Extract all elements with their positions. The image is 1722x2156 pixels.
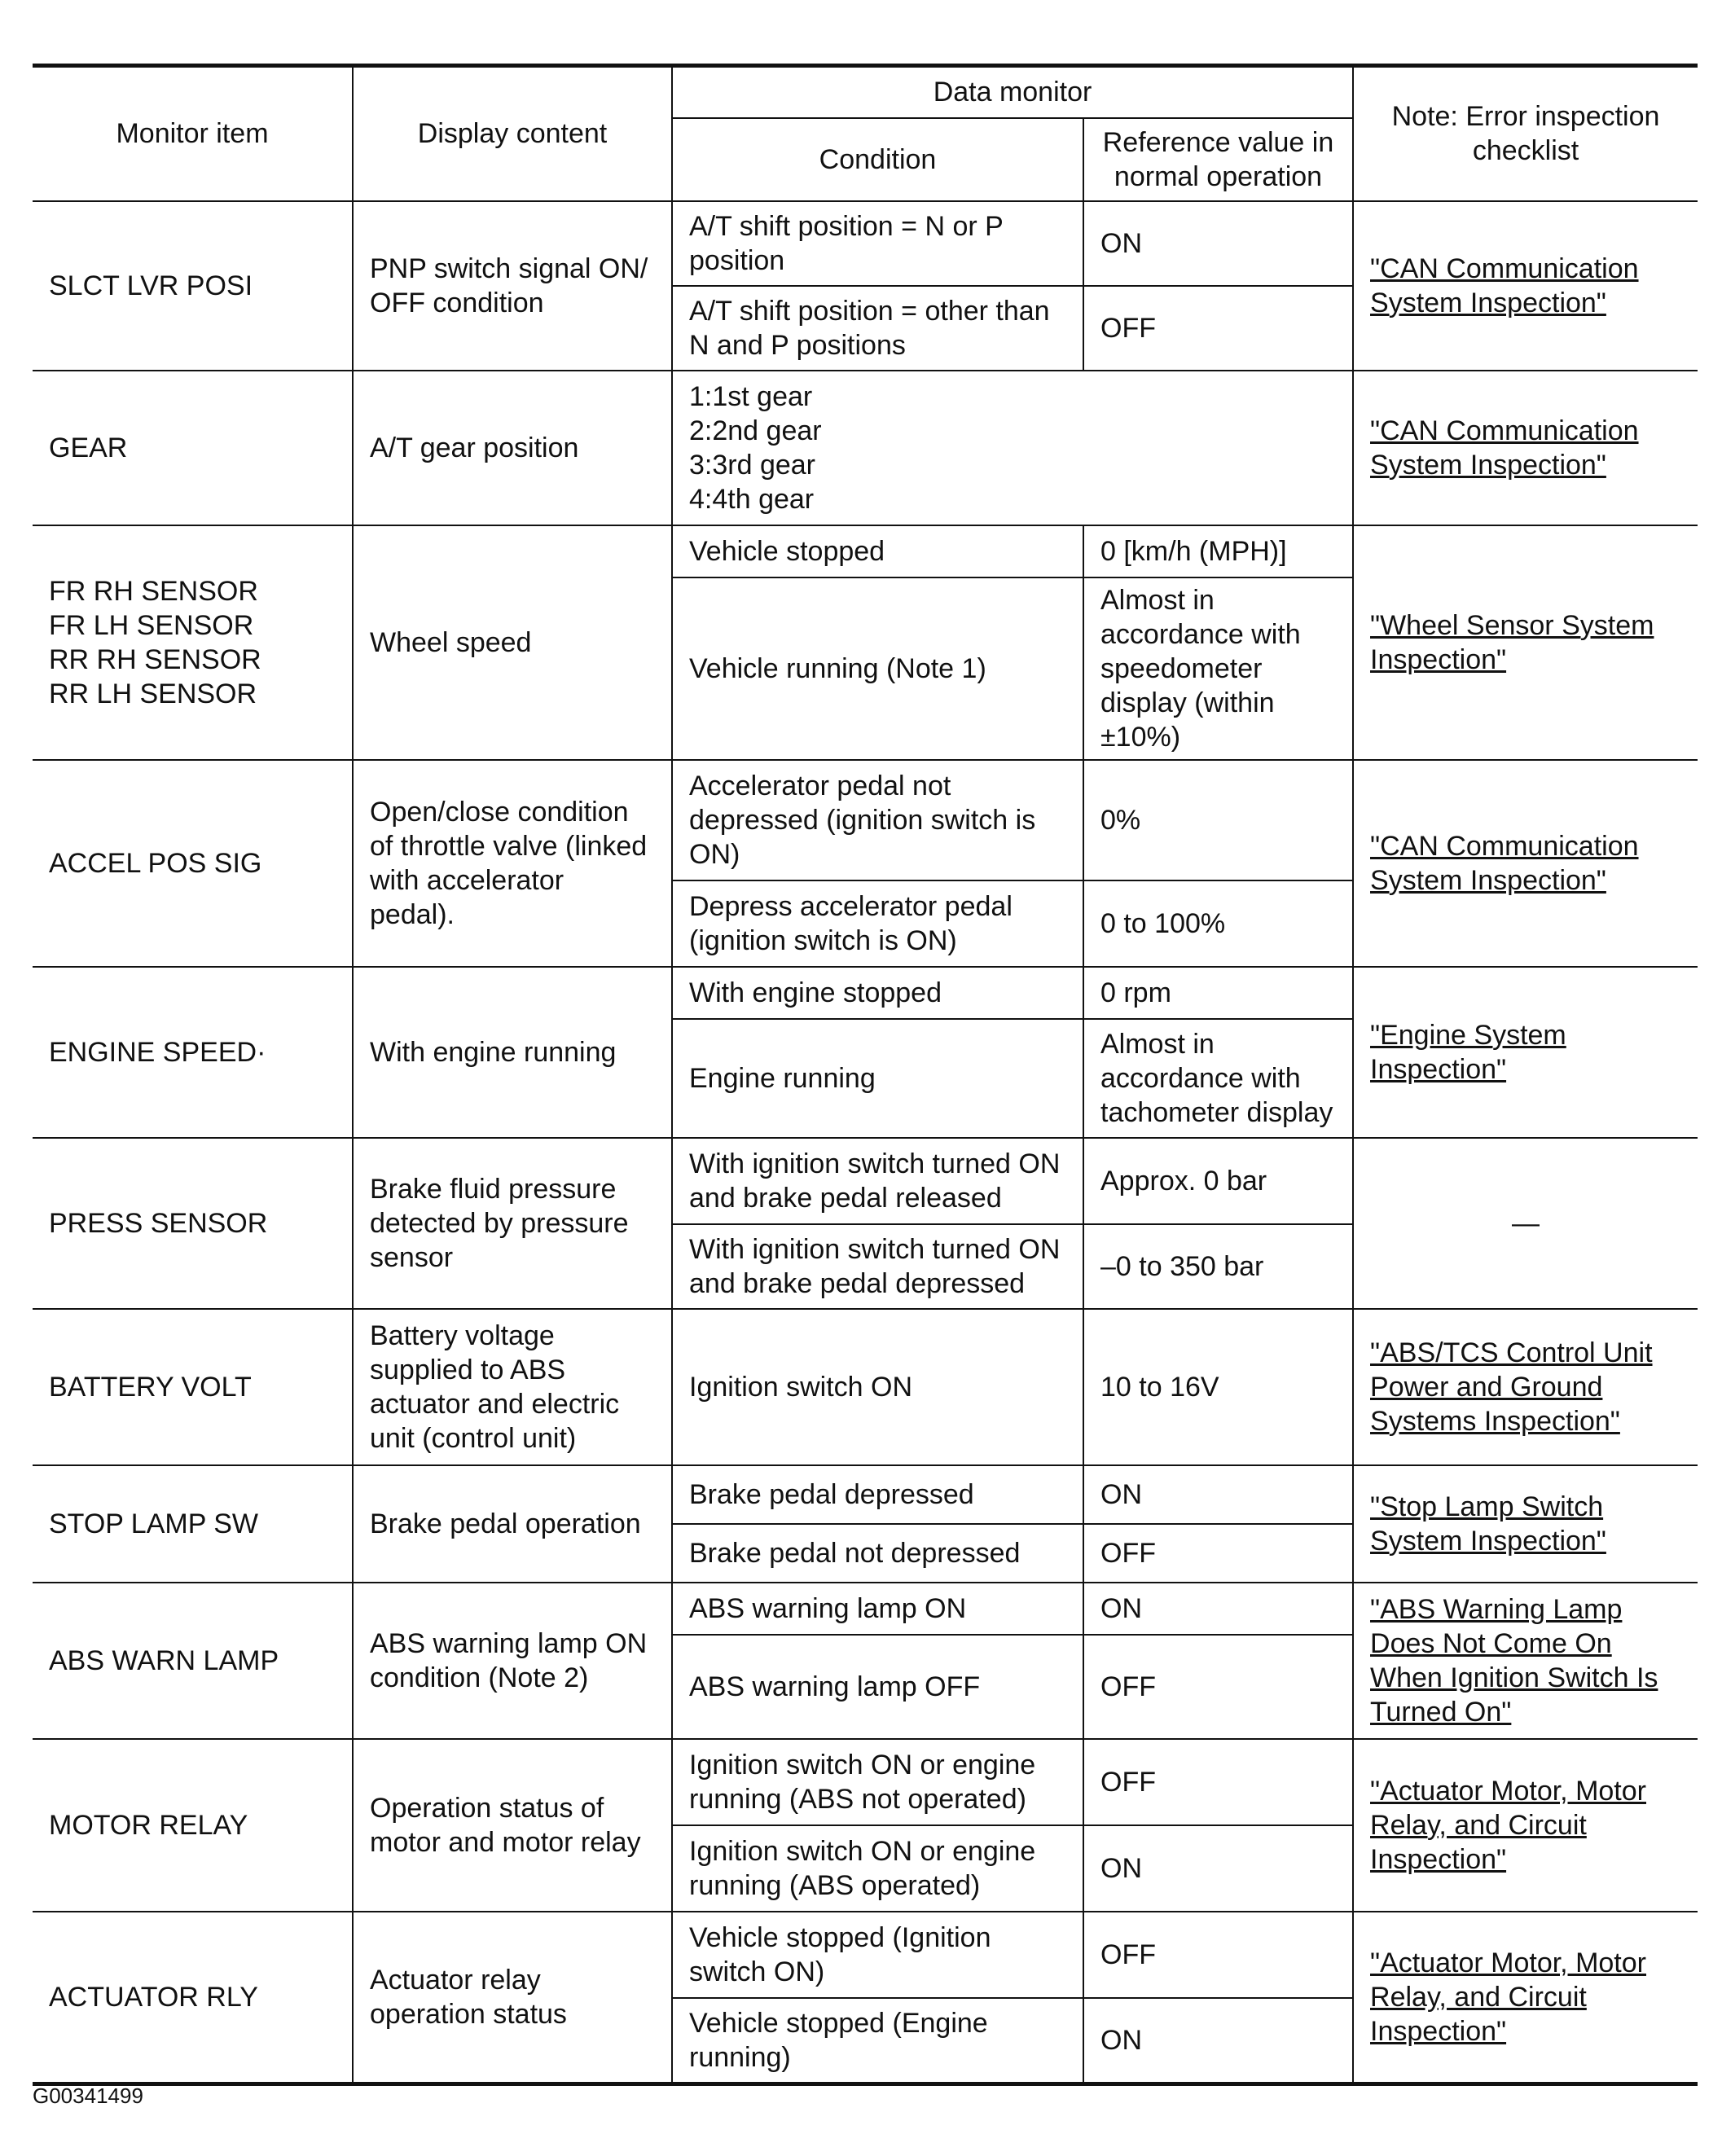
table-row	[33, 1912, 1698, 1998]
table-row	[33, 201, 1698, 286]
monitor-item: SLCT LVR POSI	[33, 201, 353, 371]
condition: With ignition switch turned ON and brake pedal released	[672, 1138, 1083, 1224]
table-row	[33, 1138, 1698, 1224]
monitor-item: ABS WARN LAMP	[33, 1583, 353, 1739]
display-content: A/T gear position	[353, 371, 672, 525]
reference-value: ON	[1083, 1465, 1353, 1524]
monitor-item: MOTOR RELAY	[33, 1739, 353, 1912]
display-content: PNP switch signal ON/ OFF condition	[353, 201, 672, 371]
display-content: With engine running	[353, 967, 672, 1138]
monitor-item: STOP LAMP SW	[33, 1465, 353, 1583]
condition: Ignition switch ON or engine running (ABS operated)	[672, 1825, 1083, 1912]
display-content: Operation status of motor and motor relay	[353, 1739, 672, 1912]
display-content: Brake fluid pressure detected by pressure sensor	[353, 1138, 672, 1309]
reference-value: OFF	[1083, 1524, 1353, 1583]
inspection-link[interactable]: "Engine System Inspection"	[1353, 967, 1698, 1138]
condition: Ignition switch ON	[672, 1309, 1083, 1465]
reference-value: ON	[1083, 1583, 1353, 1635]
inspection-link[interactable]: "ABS Warning Lamp Does Not Come On When Ignition Switch Is Turned On"	[1353, 1583, 1698, 1739]
display-content: Battery voltage supplied to ABS actuator and electric unit (control unit)	[353, 1309, 672, 1465]
condition: With engine stopped	[672, 967, 1083, 1019]
header-data-monitor: Data monitor	[672, 66, 1353, 118]
monitor-item: ENGINE SPEED·	[33, 967, 353, 1138]
inspection-link[interactable]: "Wheel Sensor System Inspection"	[1353, 525, 1698, 760]
condition: Engine running	[672, 1019, 1083, 1138]
header-monitor-item: Monitor item	[33, 66, 353, 201]
inspection-link[interactable]: "CAN Communication System Inspection"	[1353, 201, 1698, 371]
reference-value: 0 to 100%	[1083, 880, 1353, 967]
condition: Brake pedal not depressed	[672, 1524, 1083, 1583]
monitor-item: FR RH SENSOR FR LH SENSOR RR RH SENSOR RR LH SENSOR	[33, 525, 353, 760]
figure-id: G00341499	[33, 2084, 143, 2108]
condition: Ignition switch ON or engine running (ABS not operated)	[672, 1739, 1083, 1825]
header-display-content: Display content	[353, 66, 672, 201]
reference-value: Approx. 0 bar	[1083, 1138, 1353, 1224]
reference-value: ON	[1083, 1998, 1353, 2084]
reference-value: Almost in accordance with speedometer display (within ±10%)	[1083, 577, 1353, 760]
condition: Vehicle running (Note 1)	[672, 577, 1083, 760]
condition: Accelerator pedal not depressed (ignition switch is ON)	[672, 760, 1083, 880]
monitor-item: PRESS SENSOR	[33, 1138, 353, 1309]
header-note: Note: Error inspection checklist	[1353, 66, 1698, 201]
condition: Vehicle stopped	[672, 525, 1083, 577]
condition: With ignition switch turned ON and brake pedal depressed	[672, 1224, 1083, 1309]
display-content: Wheel speed	[353, 525, 672, 760]
condition: Vehicle stopped (Engine running)	[672, 1998, 1083, 2084]
monitor-item: ACTUATOR RLY	[33, 1912, 353, 2084]
inspection-link[interactable]: "CAN Communication System Inspection"	[1353, 371, 1698, 525]
display-content: Open/close condition of throttle valve (linked with accelerator pedal).	[353, 760, 672, 967]
reference-value: 0%	[1083, 760, 1353, 880]
condition: A/T shift position = N or P position	[672, 201, 1083, 286]
display-content: Brake pedal operation	[353, 1465, 672, 1583]
table-row	[33, 967, 1698, 1019]
inspection-link[interactable]: "CAN Communication System Inspection"	[1353, 760, 1698, 967]
reference-value: 0 [km/h (MPH)]	[1083, 525, 1353, 577]
reference-value: OFF	[1083, 1912, 1353, 1998]
inspection-link[interactable]: "ABS/TCS Control Unit Power and Ground Systems Inspection"	[1353, 1309, 1698, 1465]
condition: ABS warning lamp ON	[672, 1583, 1083, 1635]
inspection-link[interactable]: "Stop Lamp Switch System Inspection"	[1353, 1465, 1698, 1583]
inspection-link[interactable]: "Actuator Motor, Motor Relay, and Circuit Inspection"	[1353, 1912, 1698, 2084]
monitor-item: GEAR	[33, 371, 353, 525]
data-monitor-table	[33, 64, 1698, 2086]
table-row	[33, 525, 1698, 577]
display-content: Actuator relay operation status	[353, 1912, 672, 2084]
inspection-link[interactable]: "Actuator Motor, Motor Relay, and Circuit Inspection"	[1353, 1739, 1698, 1912]
reference-value: ON	[1083, 201, 1353, 286]
reference-value: ON	[1083, 1825, 1353, 1912]
condition: Vehicle stopped (Ignition switch ON)	[672, 1912, 1083, 1998]
reference-value: OFF	[1083, 286, 1353, 371]
condition: Depress accelerator pedal (ignition switch is ON)	[672, 880, 1083, 967]
condition: Brake pedal depressed	[672, 1465, 1083, 1524]
table-row	[33, 371, 1698, 525]
table-row	[33, 760, 1698, 880]
table-row	[33, 1739, 1698, 1825]
table-row	[33, 1309, 1698, 1465]
reference-value: OFF	[1083, 1635, 1353, 1739]
reference-value: Almost in accordance with tachometer display	[1083, 1019, 1353, 1138]
table-row	[33, 1583, 1698, 1635]
monitor-item: BATTERY VOLT	[33, 1309, 353, 1465]
monitor-item: ACCEL POS SIG	[33, 760, 353, 967]
table-row	[33, 1465, 1698, 1524]
reference-value: 0 rpm	[1083, 967, 1353, 1019]
reference-value: OFF	[1083, 1739, 1353, 1825]
display-content: ABS warning lamp ON condition (Note 2)	[353, 1583, 672, 1739]
condition: A/T shift position = other than N and P positions	[672, 286, 1083, 371]
condition: ABS warning lamp OFF	[672, 1635, 1083, 1739]
reference-value: 10 to 16V	[1083, 1309, 1353, 1465]
inspection-note: —	[1353, 1138, 1698, 1309]
condition: 1:1st gear 2:2nd gear 3:3rd gear 4:4th gear	[672, 371, 1353, 525]
reference-value: –0 to 350 bar	[1083, 1224, 1353, 1309]
header-reference: Reference value in normal operation	[1083, 118, 1353, 201]
header-condition: Condition	[672, 118, 1083, 201]
